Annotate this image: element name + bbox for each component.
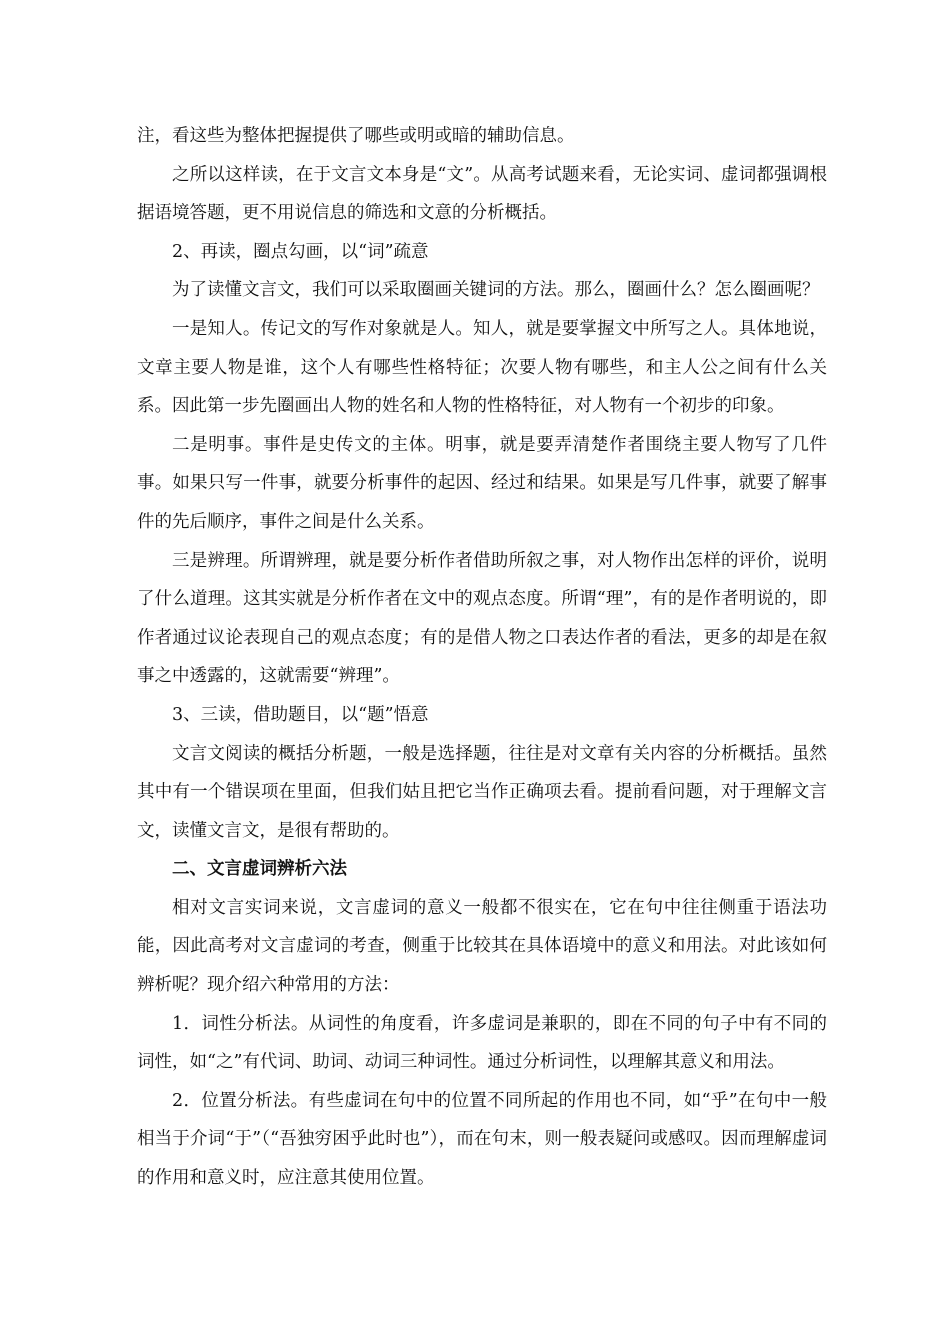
paragraph: 1．词性分析法。从词性的角度看，许多虚词是兼职的，即在不同的句子中有不同的词性，如“之”有代词、助词、动词三种词性。通过分析词性，以理解其意义和用法。 — [137, 1013, 827, 1073]
section-heading: 二、文言虚词辨析六法 — [172, 859, 347, 880]
paragraph: 文言文阅读的概括分析题，一般是选择题，往往是对文章有关内容的分析概括。虽然其中有一个错误项在里面，但我们姑且把它当作正确项去看。提前看问题，对于理解文言文，读懂文言文，是很有帮助的。 — [137, 743, 827, 841]
subheading-third-read: 3、三读，借助题目，以“题”悟意 — [172, 704, 429, 725]
paragraph-continuation: 注，看这些为整体把握提供了哪些或明或暗的辅助信息。 — [137, 126, 575, 146]
paragraph: 2．位置分析法。有些虚词在句中的位置不同所起的作用也不同，如“乎”在句中一般相当于介词“于”（“吾独穷困乎此时也”），而在句末，则一般表疑问或感叹。因而理解虚词的作用和意义时，应注意其使用位置。 — [137, 1090, 827, 1189]
paragraph: 三是辨理。所谓辨理，就是要分析作者借助所叙之事，对人物作出怎样的评价，说明了什么道理。这其实就是分析作者在文中的观点态度。所谓“理”，有的是作者明说的，即作者通过议论表现自己的观点态度；有的是借人物之口表达作者的看法，更多的却是在叙事之中透露的，这就需要“辨理”。 — [137, 550, 827, 687]
subheading-reread: 2、再读，圈点勾画，以“词”疏意 — [172, 241, 429, 262]
paragraph: 为了读懂文言文，我们可以采取圈画关键词的方法。那么，圈画什么？怎么圈画呢？ — [172, 280, 820, 301]
paragraph: 一是知人。传记文的写作对象就是人。知人，就是要掌握文中所写之人。具体地说，文章主要人物是谁，这个人有哪些性格特征；次要人物有哪些，和主人公之间有什么关系。因此第一步先圈画出人物的姓名和人物的性格特征，对人物有一个初步的印象。 — [137, 318, 827, 417]
paragraph: 二是明事。事件是史传文的主体。明事，就是要弄清楚作者围绕主要人物写了几件事。如果只写一件事，就要分析事件的起因、经过和结果。如果是写几件事，就要了解事件的先后顺序，事件之间是什么关系。 — [137, 434, 827, 532]
document-body — [137, 117, 827, 1198]
paragraph: 相对文言实词来说，文言虚词的意义一般都不很实在，它在句中往往侧重于语法功能，因此高考对文言虚词的考查，侧重于比较其在具体语境中的意义和用法。对此该如何辨析呢？现介绍六种常用的方法： — [137, 897, 827, 996]
paragraph: 之所以这样读，在于文言文本身是“文”。从高考试题来看，无论实词、虚词都强调根据语境答题，更不用说信息的筛选和文意的分析概括。 — [137, 164, 827, 224]
